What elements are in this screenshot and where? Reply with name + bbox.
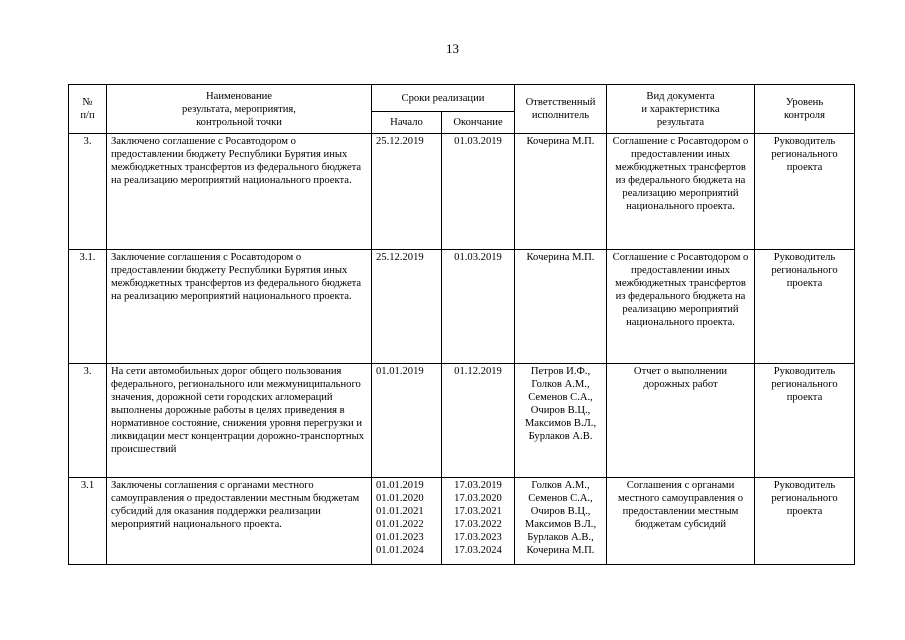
header-responsible: Ответственный исполнитель xyxy=(515,85,607,134)
row-level: Руководитель регионального проекта xyxy=(755,134,855,250)
row-name: На сети автомобильных дорог общего пользования федерального, регионального или межмуниципального значения, дорожной сети городских агломераций выполнены дорожные работы в целях приведения в нормативное состояние, снижения уровня перегрузки и ликвидации мест концентрации дорожно-транспортных происшествий xyxy=(107,364,372,478)
row-responsible: Голков А.М., Семенов С.А., Очиров В.Ц., Максимов В.Л., Бурлаков А.В., Кочерина М.П. xyxy=(515,478,607,565)
row-name: Заключение соглашения с Росавтодором о предоставлении бюджету Республики Бурятия иных межбюджетных трансфертов из федерального бюджета на реализацию мероприятий национального проекта. xyxy=(107,250,372,364)
header-start: Начало xyxy=(372,112,442,134)
row-level: Руководитель регионального проекта xyxy=(755,364,855,478)
row-num: 3.1. xyxy=(69,250,107,364)
header-name: Наименование результата, мероприятия, контрольной точки xyxy=(107,85,372,134)
row-start: 25.12.2019 xyxy=(372,134,442,250)
row-name: Заключены соглашения с органами местного самоуправления о предоставлении местным бюджетам субсидий для оказания поддержки реализации мероприятий национального проекта. xyxy=(107,478,372,565)
page-number: 13 xyxy=(446,41,459,56)
table-row xyxy=(69,134,855,250)
row-level: Руководитель регионального проекта xyxy=(755,478,855,565)
plan-table xyxy=(68,84,855,565)
table-row xyxy=(69,364,855,478)
row-doc: Соглашения с органами местного самоуправления о предоставлении местным бюджетам субсидий xyxy=(607,478,755,565)
row-start: 25.12.2019 xyxy=(372,250,442,364)
row-num: 3. xyxy=(69,134,107,250)
row-num: 3.1 xyxy=(69,478,107,565)
row-num: 3. xyxy=(69,364,107,478)
table-row xyxy=(69,478,855,565)
header-doc: Вид документа и характеристика результата xyxy=(607,85,755,134)
row-responsible: Петров И.Ф., Голков А.М., Семенов С.А., Очиров В.Ц., Максимов В.Л., Бурлаков А.В. xyxy=(515,364,607,478)
row-end: 01.03.2019 xyxy=(442,134,515,250)
row-end: 01.12.2019 xyxy=(442,364,515,478)
row-name: Заключено соглашение с Росавтодором о предоставлении бюджету Республики Бурятия иных межбюджетных трансфертов из федерального бюджета на реализацию мероприятий национального проекта. xyxy=(107,134,372,250)
header-num: № п/п xyxy=(69,85,107,134)
row-end: 01.03.2019 xyxy=(442,250,515,364)
row-start: 01.01.2019 xyxy=(372,364,442,478)
header-level: Уровень контроля xyxy=(755,85,855,134)
row-responsible: Кочерина М.П. xyxy=(515,134,607,250)
table-header xyxy=(69,85,855,134)
row-doc: Соглашение с Росавтодором о предоставлении иных межбюджетных трансфертов из федерального бюджета на реализацию мероприятий национального проекта. xyxy=(607,250,755,364)
row-doc: Отчет о выполнении дорожных работ xyxy=(607,364,755,478)
row-level: Руководитель регионального проекта xyxy=(755,250,855,364)
row-end: 17.03.2019 17.03.2020 17.03.2021 17.03.2022 17.03.2023 17.03.2024 xyxy=(442,478,515,565)
row-start: 01.01.2019 01.01.2020 01.01.2021 01.01.2022 01.01.2023 01.01.2024 xyxy=(372,478,442,565)
header-end: Окончание xyxy=(442,112,515,134)
table-row xyxy=(69,250,855,364)
header-terms: Сроки реализации xyxy=(372,85,515,112)
row-doc: Соглашение с Росавтодором о предоставлении иных межбюджетных трансфертов из федерального бюджета на реализацию мероприятий национального проекта. xyxy=(607,134,755,250)
row-responsible: Кочерина М.П. xyxy=(515,250,607,364)
